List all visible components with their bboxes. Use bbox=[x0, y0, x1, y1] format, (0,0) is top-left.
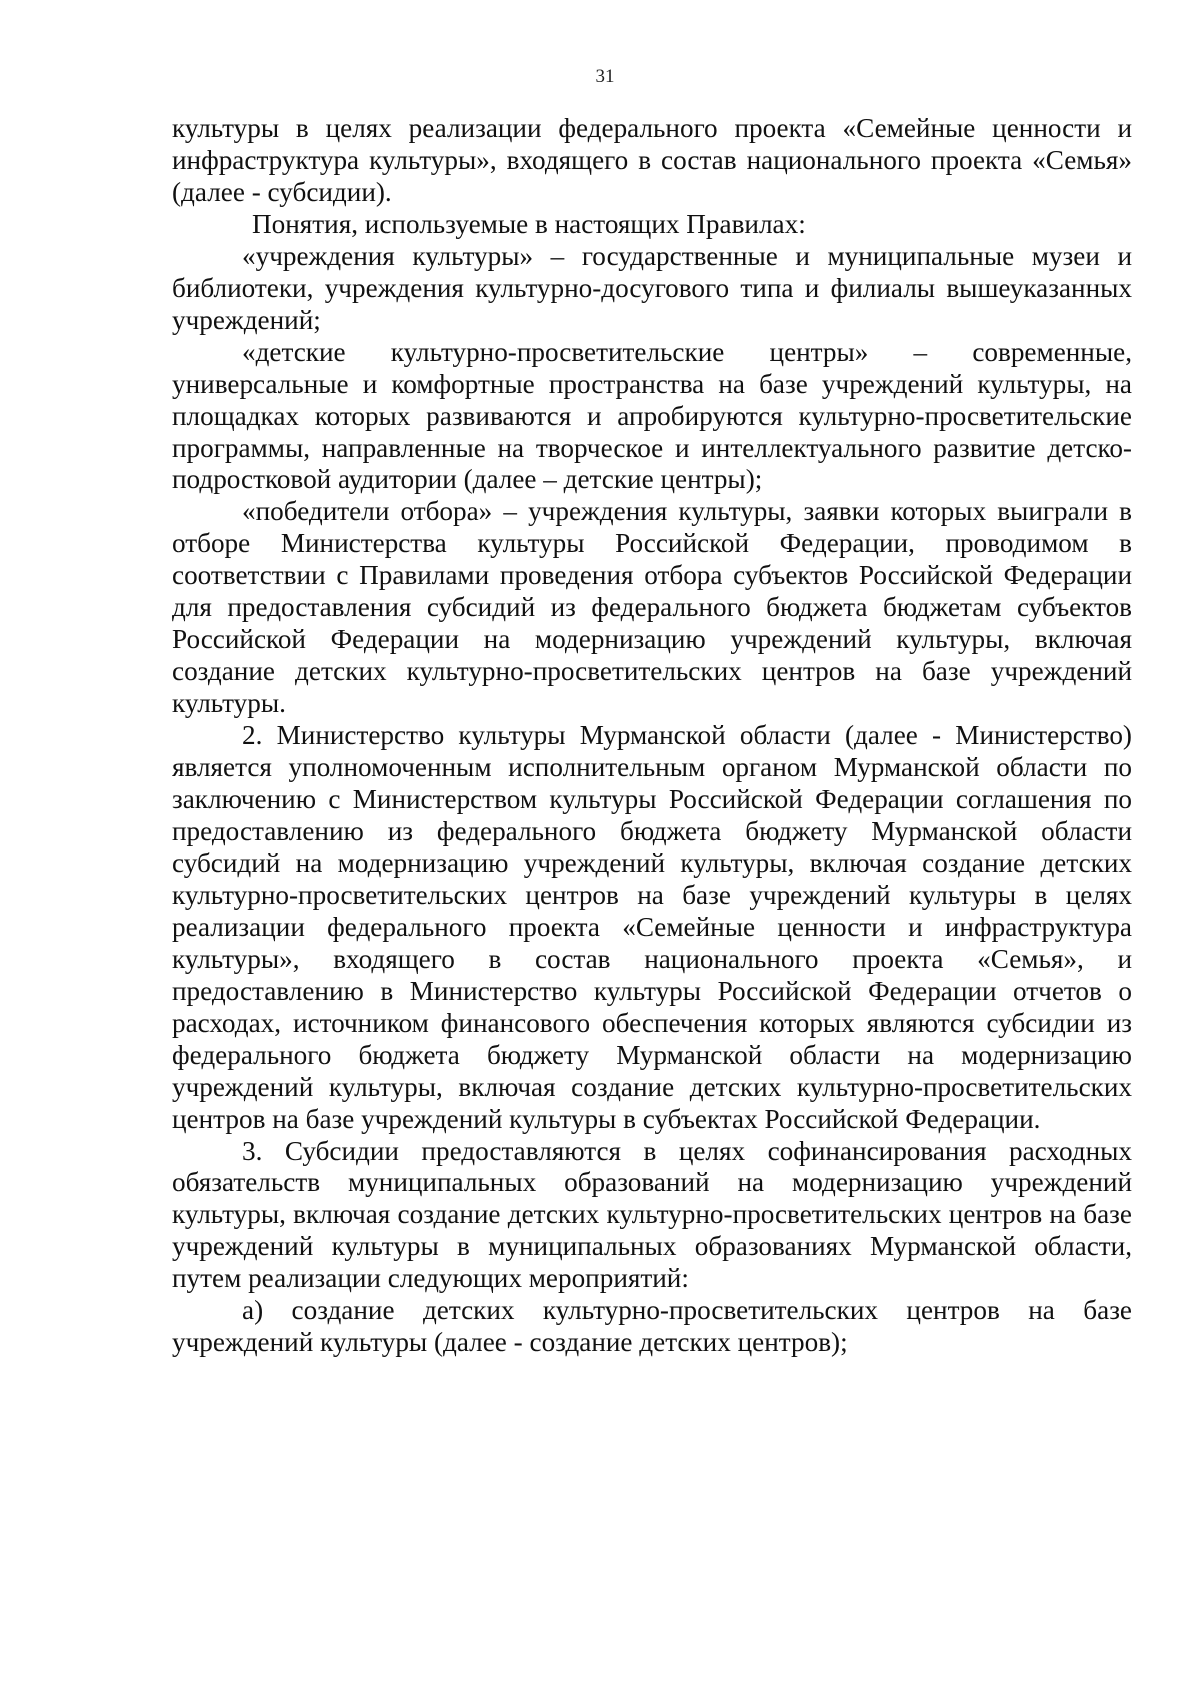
paragraph-definition-institutions: «учреждения культуры» – государственные и муниципальные музеи и библиотеки, учреждения культурно-досугового типа и филиалы вышеуказанных учреждений; bbox=[172, 240, 1132, 335]
paragraph-clause-2: 2. Министерство культуры Мурманской области (далее - Министерство) является уполномоченным исполнительным органом Мурманской области по заключению с Министерством культуры Российской Федерации соглашения по предоставлению из федерального бюджета бюджету Мурманской области субсидий на модернизацию учреждений культуры, включая создание детских культурно-просветительских центров на базе учреждений культуры в целях реализации федерального проекта «Семейные ценности и инфраструктура культуры», входящего в состав национального проекта «Семья», и предоставлению в Министерство культуры Российской Федерации отчетов о расходах, источником финансового обеспечения которых являются субсидии из федерального бюджета бюджету Мурманской области на модернизацию учреждений культуры, включая создание детских культурно-просветительских центров на базе учреждений культуры в субъектах Российской Федерации. bbox=[172, 720, 1132, 1134]
document-body bbox=[172, 113, 1132, 1359]
paragraph-clause-3a: а) создание детских культурно-просветительских центров на базе учреждений культуры (далее - создание детских центров); bbox=[172, 1295, 1132, 1358]
paragraph-definition-winners: «победители отбора» – учреждения культуры, заявки которых выиграли в отборе Министерства культуры Российской Федерации, проводимом в соответствии с Правилами проведения отбора субъектов Российской Федерации для предоставления субсидий из федерального бюджета бюджетам субъектов Российской Федерации на модернизацию учреждений культуры, включая создание детских культурно-просветительских центров на базе учреждений культуры. bbox=[172, 496, 1132, 719]
paragraph-subsidy-purpose: культуры в целях реализации федерального проекта «Семейные ценности и инфраструктура культуры», входящего в состав национального проекта «Семья» (далее - субсидии). bbox=[172, 113, 1132, 207]
page-number: 31 bbox=[595, 66, 615, 87]
paragraph-definition-children-centers: «детские культурно-просветительские центры» – современные, универсальные и комфортные пространства на базе учреждений культуры, на площадках которых развиваются и апробируются культурно-просветительские программы, направленные на творческое и интеллектуального развитие детско-подростковой аудитории (далее – детские центры); bbox=[172, 336, 1132, 495]
paragraph-definitions-intro: Понятия, используемые в настоящих Правилах: bbox=[252, 208, 806, 239]
paragraph-clause-3: 3. Субсидии предоставляются в целях софинансирования расходных обязательств муниципальных образований на модернизацию учреждений культуры, включая создание детских культурно-просветительских центров на базе учреждений культуры в муниципальных образованиях Мурманской области, путем реализации следующих мероприятий: bbox=[172, 1135, 1132, 1294]
